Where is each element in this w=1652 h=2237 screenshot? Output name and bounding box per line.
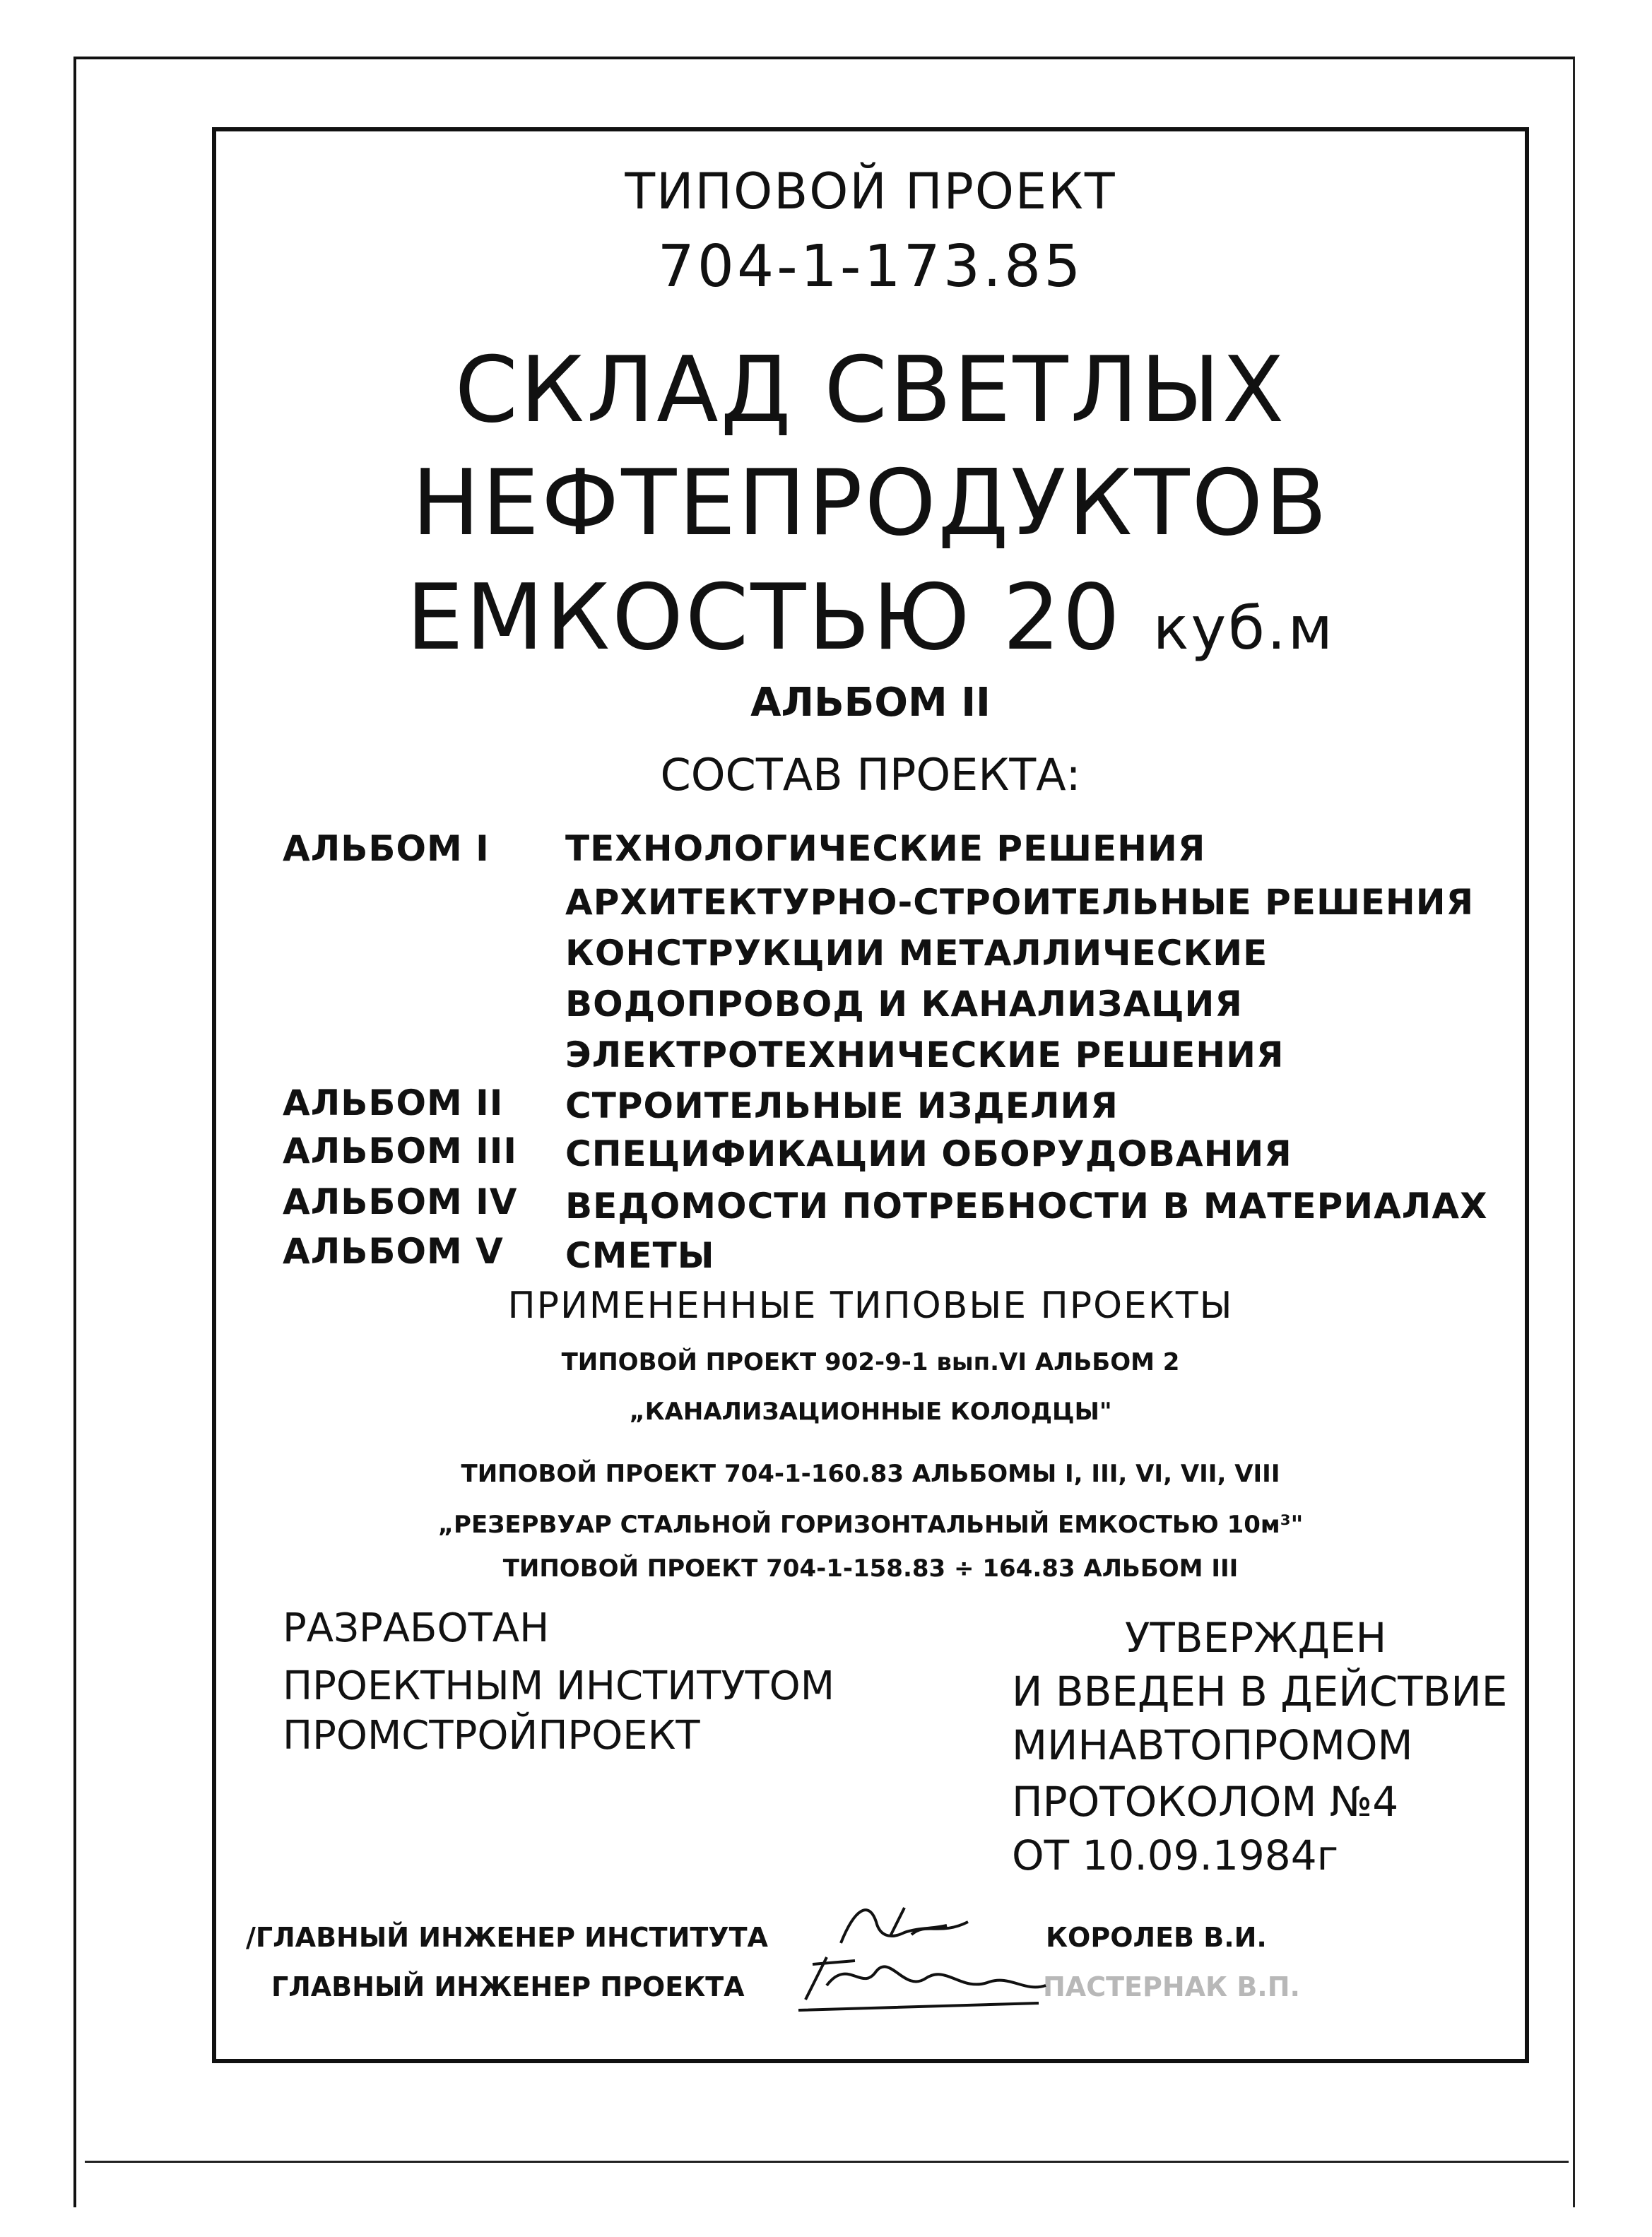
composition-content: ТЕХНОЛОГИЧЕСКИЕ РЕШЕНИЯ bbox=[565, 828, 1206, 869]
developed-line-3: ПРОМСТРОЙПРОЕКТ bbox=[283, 1713, 700, 1759]
composition-content: ВОДОПРОВОД И КАНАЛИЗАЦИЯ bbox=[565, 984, 1243, 1025]
applied-project-name: „РЕЗЕРВУАР СТАЛЬНОЙ ГОРИЗОНТАЛЬНЫЙ ЕМКОСТЬЮ 10м³" bbox=[437, 1511, 1304, 1539]
composition-content: ВЕДОМОСТИ ПОТРЕБНОСТИ В МАТЕРИАЛАХ bbox=[565, 1186, 1488, 1227]
title-line-3 bbox=[216, 565, 1525, 671]
composition-content: АРХИТЕКТУРНО-СТРОИТЕЛЬНЫЕ РЕШЕНИЯ bbox=[565, 882, 1475, 923]
applied-projects-heading: ПРИМЕНЕННЫЕ ТИПОВЫЕ ПРОЕКТЫ bbox=[507, 1285, 1234, 1327]
composition-heading: СОСТАВ ПРОЕКТА: bbox=[660, 749, 1081, 801]
composition-album: АЛЬБОМ II bbox=[283, 1082, 504, 1123]
handwritten-signature-2 bbox=[784, 1943, 1053, 2021]
applied-project-ref: ТИПОВОЙ ПРОЕКТ 704-1-160.83 АЛЬБОМЫ I, III, VI, VII, VIII bbox=[461, 1460, 1280, 1488]
applied-project-ref: ТИПОВОЙ ПРОЕКТ 902-9-1 вып.VI АЛЬБОМ 2 bbox=[561, 1348, 1180, 1376]
title-capacity: ЕМКОСТЬЮ 20 bbox=[406, 565, 1123, 671]
approved-line-3: МИНАВТОПРОМОМ bbox=[1012, 1721, 1413, 1769]
signature-role-chief-engineer-institute: /ГЛАВНЫЙ ИНЖЕНЕР ИНСТИТУТА bbox=[246, 1922, 768, 1953]
composition-content: СМЕТЫ bbox=[565, 1235, 715, 1276]
bottom-rule bbox=[85, 2161, 1569, 2163]
applied-project-ref: ТИПОВОЙ ПРОЕКТ 704-1-158.83 ÷ 164.83 АЛЬБОМ III bbox=[502, 1554, 1239, 1583]
composition-content: СТРОИТЕЛЬНЫЕ ИЗДЕЛИЯ bbox=[565, 1085, 1119, 1126]
title-line-1: СКЛАД СВЕТЛЫХ bbox=[454, 338, 1287, 443]
album-label: АЛЬБОМ II bbox=[750, 680, 991, 726]
signature-name-chief-engineer-institute: КОРОЛЕВ В.И. bbox=[1046, 1922, 1267, 1953]
developed-line-2: ПРОЕКТНЫМ ИНСТИТУТОМ bbox=[283, 1663, 835, 1709]
approved-line-5: ОТ 10.09.1984г bbox=[1012, 1831, 1339, 1879]
title-line-2: НЕФТЕПРОДУКТОВ bbox=[411, 451, 1330, 556]
signature-name-chief-engineer-project: ПАСТЕРНАК В.П. bbox=[1043, 1971, 1300, 2002]
composition-album: АЛЬБОМ V bbox=[283, 1231, 504, 1272]
applied-project-name: „КАНАЛИЗАЦИОННЫЕ КОЛОДЦЫ" bbox=[629, 1398, 1112, 1426]
developed-line-1: РАЗРАБОТАН bbox=[283, 1605, 550, 1651]
composition-content: КОНСТРУКЦИИ МЕТАЛЛИЧЕСКИЕ bbox=[565, 933, 1268, 974]
signature-role-chief-engineer-project: ГЛАВНЫЙ ИНЖЕНЕР ПРОЕКТА bbox=[271, 1971, 745, 2002]
approved-line-2: И ВВЕДЕН В ДЕЙСТВИЕ bbox=[1012, 1668, 1508, 1716]
title-unit: куб.м bbox=[1152, 594, 1335, 663]
composition-album: АЛЬБОМ IV bbox=[283, 1181, 518, 1222]
composition-content: ЭЛЕКТРОТЕХНИЧЕСКИЕ РЕШЕНИЯ bbox=[565, 1034, 1285, 1075]
project-number: 704-1-173.85 bbox=[657, 233, 1084, 300]
composition-album: АЛЬБОМ III bbox=[283, 1131, 517, 1171]
composition-album: АЛЬБОМ I bbox=[283, 828, 490, 869]
composition-content: СПЕЦИФИКАЦИИ ОБОРУДОВАНИЯ bbox=[565, 1133, 1292, 1174]
approved-line-4: ПРОТОКОЛОМ №4 bbox=[1012, 1778, 1399, 1826]
project-series: ТИПОВОЙ ПРОЕКТ bbox=[625, 163, 1116, 220]
approved-line-1: УТВЕРЖДЕН bbox=[1125, 1614, 1387, 1662]
